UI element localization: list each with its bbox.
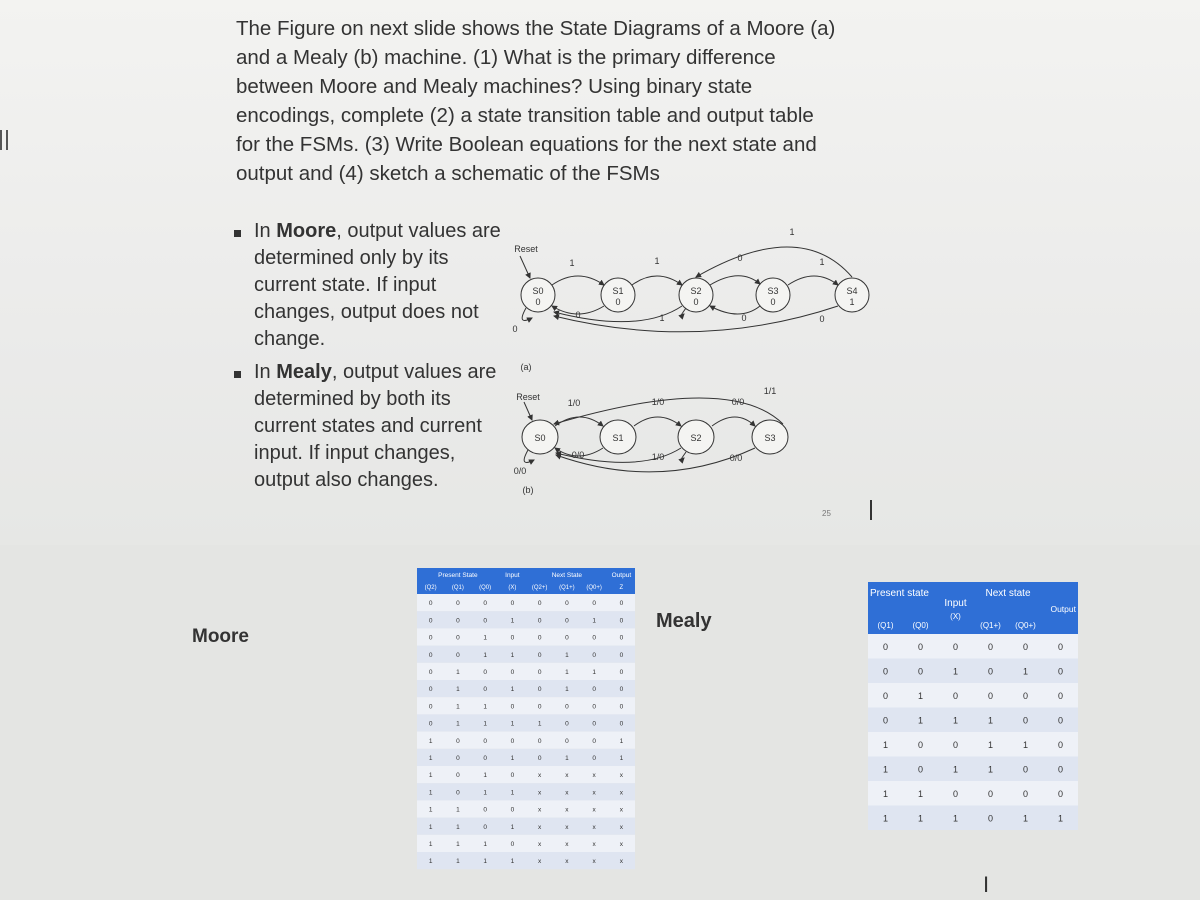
moore-transition-label: 1: [819, 257, 825, 267]
moore-reset-label: Reset: [514, 244, 538, 254]
moore-state-label: S1: [612, 286, 624, 296]
moore-table-cell: 0: [565, 720, 569, 728]
moore-table-cell: 0: [428, 703, 433, 711]
moore-table-cell: 0: [428, 668, 433, 676]
moore-table-cell: 0: [565, 737, 569, 745]
mealy-label: Mealy: [656, 610, 712, 632]
moore-table-cell: 0: [619, 686, 624, 694]
mealy-column-header: (Q0): [912, 621, 929, 630]
mealy-table-cell: 0: [917, 764, 924, 775]
bullet-pre: In: [254, 220, 277, 242]
mealy-table-cell: 0: [882, 690, 889, 701]
mealy-table-cell: 1: [917, 788, 924, 799]
moore-table-cell: 0: [619, 651, 624, 659]
moore-table-cell: 1: [428, 840, 433, 848]
moore-table-row: [417, 852, 635, 869]
moore-transition-label: 1: [654, 256, 660, 266]
moore-table-cell: 1: [619, 737, 624, 745]
moore-table-cell: 1: [510, 651, 515, 659]
mealy-transition-label: 0/0: [513, 466, 527, 476]
question-line: The Figure on next slide shows the State Diagrams of a Moore (a): [236, 17, 836, 40]
moore-transition-label: 0: [741, 313, 747, 323]
moore-table-cell: 1: [510, 789, 515, 797]
moore-state-label: S3: [767, 286, 779, 296]
moore-table-cell: 0: [565, 600, 569, 608]
state-diagrams: [500, 222, 880, 512]
moore-table-cell: 0: [619, 703, 624, 711]
moore-table-cell: x: [538, 858, 542, 866]
moore-table-cell: 0: [483, 823, 487, 831]
moore-table-cell: 0: [619, 600, 624, 608]
moore-table-cell: 0: [619, 617, 624, 625]
mealy-reset-label: Reset: [516, 392, 540, 402]
moore-table-row: [417, 783, 635, 800]
text-cursor-ibeam: I: [983, 872, 990, 897]
moore-transition-label: 0: [575, 310, 581, 320]
moore-table-cell: 0: [428, 600, 433, 608]
mealy-table-cell: 0: [917, 641, 924, 652]
mealy-table-row: [868, 683, 1078, 708]
moore-table-cell: 0: [537, 737, 542, 745]
mealy-column-header: (Q0+): [1015, 621, 1036, 630]
moore-table-cell: 0: [510, 840, 515, 848]
mealy-group-header: Output: [1050, 604, 1076, 614]
moore-table-cell: 0: [483, 617, 487, 625]
mealy-table-cell: 0: [987, 666, 994, 677]
moore-table-cell: 1: [483, 840, 487, 848]
moore-column-header: (Q1+): [559, 585, 575, 591]
moore-table-cell: 1: [483, 634, 487, 642]
moore-column-header: (Q0): [479, 585, 492, 591]
moore-table-row: [417, 800, 635, 817]
moore-table-cell: 0: [510, 703, 515, 711]
moore-table-row: [417, 697, 635, 714]
question-line: for the FSMs. (3) Write Boolean equations for the next state and: [236, 133, 817, 156]
moore-group-header: Input: [505, 572, 520, 579]
mealy-table-cell: 1: [952, 813, 959, 824]
mealy-transition-label: 1/0: [651, 452, 665, 462]
moore-table-cell: x: [538, 840, 542, 848]
moore-table-cell: 0: [456, 600, 460, 608]
moore-table-cell: 0: [510, 600, 515, 608]
moore-table-cell: x: [592, 840, 596, 848]
bullet-moore: [232, 218, 502, 353]
mealy-table-row: [868, 757, 1078, 782]
mealy-table-row: [868, 732, 1078, 757]
moore-table-cell: x: [592, 806, 596, 814]
mealy-group-header: Input: [944, 598, 967, 609]
moore-table-cell: 1: [510, 686, 515, 694]
moore-table-cell: x: [565, 789, 569, 797]
moore-table-row: [417, 732, 635, 749]
mealy-column-header: (Q1): [877, 621, 894, 630]
moore-table-cell: 0: [537, 668, 542, 676]
mealy-group-header: Next state: [985, 588, 1031, 599]
window-edge-marker: [0, 130, 8, 150]
moore-table-cell: 1: [537, 720, 542, 728]
moore-table-cell: 0: [565, 617, 569, 625]
moore-table-cell: 1: [510, 754, 515, 762]
mealy-diagram-tag: (b): [522, 485, 534, 495]
moore-table-cell: 0: [456, 754, 460, 762]
moore-state-output: 0: [535, 297, 541, 307]
moore-table-cell: 0: [510, 668, 515, 676]
mealy-table-row: [868, 634, 1078, 659]
moore-table-cell: 0: [456, 789, 460, 797]
question-line: encodings, complete (2) a state transition table and output table: [236, 104, 814, 127]
mealy-table-cell: 0: [987, 788, 994, 799]
bullet-mealy: [232, 359, 502, 494]
mealy-table-cell: 0: [987, 641, 994, 652]
mealy-column-header: (X): [950, 612, 961, 621]
moore-table-cell: 0: [428, 651, 433, 659]
mealy-table-cell: 1: [882, 764, 889, 775]
moore-table-cell: 0: [592, 754, 596, 762]
moore-table-cell: x: [538, 789, 542, 797]
moore-group-header: Output: [611, 572, 632, 579]
moore-table-cell: x: [619, 806, 623, 814]
moore-transition-label: 0: [512, 324, 518, 334]
moore-table-cell: x: [538, 772, 542, 780]
moore-label: Moore: [192, 626, 249, 647]
moore-group-header: Next State: [551, 572, 583, 579]
mealy-table-cell: 0: [917, 666, 924, 677]
moore-table-cell: 1: [510, 617, 515, 625]
moore-table-cell: 0: [456, 651, 460, 659]
mealy-table-cell: 0: [952, 690, 959, 701]
moore-table-cell: 1: [428, 789, 433, 797]
moore-table-cell: 0: [510, 806, 515, 814]
moore-table-cell: x: [565, 806, 569, 814]
moore-table-cell: 1: [565, 668, 569, 676]
mealy-table-cell: 1: [987, 739, 994, 750]
moore-table-row: [417, 680, 635, 697]
mealy-table-cell: 0: [917, 739, 924, 750]
mealy-transition-label: 0/0: [729, 453, 743, 463]
moore-table-cell: 0: [537, 600, 542, 608]
mealy-state-label: S1: [612, 433, 624, 443]
moore-table-cell: 1: [456, 840, 460, 848]
moore-table-cell: x: [619, 858, 623, 866]
moore-table-cell: 0: [537, 703, 542, 711]
mealy-table-cell: 0: [1022, 690, 1029, 701]
moore-table-cell: 1: [428, 737, 433, 745]
moore-state-output: 0: [693, 297, 699, 307]
moore-table-row: [417, 714, 635, 731]
mealy-table-cell: 0: [1057, 715, 1064, 726]
moore-table-cell: 0: [619, 720, 624, 728]
moore-table-cell: 0: [537, 651, 542, 659]
mealy-transition-label: 1/0: [651, 397, 665, 407]
moore-state-output: 0: [615, 297, 621, 307]
moore-table-cell: 1: [428, 772, 433, 780]
moore-table-cell: 0: [537, 686, 542, 694]
moore-table-cell: 0: [483, 806, 487, 814]
moore-table-cell: x: [592, 789, 596, 797]
moore-table-cell: 0: [483, 754, 487, 762]
moore-state-label: S4: [846, 286, 858, 296]
moore-table-cell: 0: [428, 686, 433, 694]
mealy-transition-label: 1/1: [763, 386, 777, 396]
mealy-table-cell: 0: [882, 666, 889, 677]
moore-transition-label: 1: [789, 227, 795, 237]
mealy-table-row: [868, 781, 1078, 806]
moore-table-cell: 0: [456, 737, 460, 745]
moore-table-row: [417, 766, 635, 783]
moore-table-cell: x: [592, 772, 596, 780]
moore-table-cell: 0: [537, 634, 542, 642]
mealy-table-row: [868, 659, 1078, 684]
moore-table-cell: 0: [592, 686, 596, 694]
question-line: between Moore and Mealy machines? Using binary state: [236, 75, 753, 98]
mealy-table-cell: 1: [1057, 813, 1064, 824]
moore-state-label: S2: [690, 286, 702, 296]
moore-table-cell: 1: [483, 772, 487, 780]
moore-table-cell: 1: [483, 703, 487, 711]
mealy-group-header: Present state: [870, 588, 929, 599]
mealy-state-label: S3: [764, 433, 776, 443]
moore-column-header: (Q2): [424, 585, 437, 591]
mealy-table-cell: 1: [1022, 666, 1029, 677]
moore-table-cell: 0: [428, 634, 433, 642]
moore-table-cell: 0: [592, 651, 596, 659]
mealy-table-cell: 0: [987, 813, 994, 824]
moore-table-cell: x: [619, 840, 623, 848]
mealy-column-header: (Q1+): [980, 621, 1001, 630]
mealy-transition-label: 0/0: [731, 397, 745, 407]
mealy-table-cell: 0: [1057, 788, 1064, 799]
moore-table-cell: 0: [510, 634, 515, 642]
question-line: and a Mealy (b) machine. (1) What is the primary difference: [236, 46, 776, 69]
bullet-list: [232, 218, 502, 500]
moore-column-header: (Q2+): [531, 585, 548, 591]
moore-table-cell: 1: [483, 651, 487, 659]
moore-table-cell: 1: [619, 754, 624, 762]
mealy-table-cell: 1: [1022, 739, 1029, 750]
mealy-table-cell: 1: [1022, 813, 1029, 824]
mealy-table-cell: 1: [952, 666, 959, 677]
bullet-post: , output values are determined by both its current states and current input. If input changes, output also changes.: [254, 361, 497, 491]
mealy-table-cell: 0: [952, 788, 959, 799]
moore-state-table: [417, 568, 635, 882]
moore-table-cell: 1: [592, 617, 596, 625]
moore-table-cell: 0: [428, 720, 433, 728]
mealy-table-cell: 1: [917, 813, 924, 824]
moore-table-cell: x: [565, 772, 569, 780]
mealy-state-label: S2: [690, 433, 702, 443]
question-text: [236, 14, 876, 188]
moore-table-cell: 0: [510, 772, 515, 780]
mealy-table-cell: 0: [1057, 641, 1064, 652]
moore-table-cell: x: [619, 772, 623, 780]
mealy-table-cell: 1: [917, 715, 924, 726]
moore-table-cell: 0: [592, 720, 596, 728]
moore-table-cell: 0: [592, 634, 596, 642]
mealy-table-cell: 0: [882, 641, 889, 652]
mealy-table-cell: 1: [987, 715, 994, 726]
mealy-table-cell: 1: [917, 690, 924, 701]
moore-column-header: Z: [619, 585, 624, 591]
moore-table-row: [417, 646, 635, 663]
moore-table-cell: 1: [483, 858, 487, 866]
moore-table-cell: 0: [510, 737, 515, 745]
mealy-table-cell: 0: [952, 641, 959, 652]
moore-table-cell: 1: [456, 668, 460, 676]
mealy-table-cell: 0: [1057, 739, 1064, 750]
mealy-table-cell: 0: [987, 690, 994, 701]
moore-state-output: 1: [849, 297, 855, 307]
moore-table-cell: 1: [483, 720, 487, 728]
moore-table-cell: x: [538, 806, 542, 814]
moore-table-cell: 1: [456, 806, 460, 814]
mealy-table-row: [868, 806, 1078, 831]
mealy-table-cell: 1: [952, 715, 959, 726]
mealy-table-cell: 0: [1057, 690, 1064, 701]
mealy-table-cell: 0: [1022, 764, 1029, 775]
moore-table-cell: 1: [510, 858, 515, 866]
moore-table-row: [417, 594, 635, 611]
moore-table-cell: 0: [619, 668, 624, 676]
moore-diagram-tag: (a): [520, 362, 532, 372]
moore-table-cell: 0: [428, 617, 433, 625]
moore-table-cell: 0: [592, 703, 596, 711]
moore-table-cell: 1: [456, 686, 460, 694]
moore-table-cell: 0: [592, 600, 596, 608]
moore-table-cell: x: [592, 858, 596, 866]
moore-transition-label: 1: [569, 258, 575, 268]
moore-table-cell: 1: [428, 823, 433, 831]
moore-table-row: [417, 611, 635, 628]
moore-group-header: Present State: [438, 572, 478, 579]
moore-table-cell: x: [592, 823, 596, 831]
question-line: output and (4) sketch a schematic of the FSMs: [236, 162, 660, 185]
moore-table-cell: x: [619, 789, 623, 797]
moore-table-cell: 1: [510, 720, 515, 728]
mealy-table-cell: 1: [882, 739, 889, 750]
text-caret: [870, 500, 872, 520]
mealy-transition-label: 1/0: [567, 398, 581, 408]
moore-table-cell: 0: [483, 686, 487, 694]
mealy-state-label: S0: [534, 433, 546, 443]
moore-column-header: (X): [508, 585, 517, 591]
moore-table-cell: 0: [483, 668, 487, 676]
moore-table-cell: 0: [565, 703, 569, 711]
moore-table-cell: 0: [483, 600, 487, 608]
moore-state-output: 0: [770, 297, 776, 307]
moore-transition-label: 0: [737, 253, 743, 263]
bullet-bold: Moore: [276, 220, 337, 242]
moore-transition-label: 1: [659, 313, 665, 323]
moore-table-cell: 0: [456, 617, 460, 625]
moore-table-cell: 0: [565, 634, 569, 642]
mealy-table-cell: 1: [882, 788, 889, 799]
moore-table-cell: x: [538, 823, 542, 831]
moore-table-cell: 0: [537, 617, 542, 625]
moore-table-cell: 0: [537, 754, 542, 762]
moore-table-cell: 1: [456, 703, 460, 711]
moore-table-cell: 1: [456, 858, 460, 866]
moore-table-row: [417, 835, 635, 852]
moore-table-cell: 0: [456, 634, 460, 642]
moore-table-cell: 1: [456, 720, 460, 728]
bullet-bold: Mealy: [276, 361, 332, 383]
mealy-table-row: [868, 708, 1078, 733]
moore-table-cell: 1: [428, 858, 433, 866]
mealy-table-cell: 1: [882, 813, 889, 824]
moore-table-cell: 1: [510, 823, 515, 831]
mealy-table-cell: 0: [1057, 764, 1064, 775]
mealy-table-cell: 0: [952, 739, 959, 750]
moore-table-cell: 1: [565, 651, 569, 659]
moore-table-row: [417, 663, 635, 680]
moore-table-cell: x: [565, 840, 569, 848]
mealy-transition-label: 0/0: [571, 450, 585, 460]
moore-table-cell: 1: [483, 789, 487, 797]
mealy-table-cell: 0: [1022, 641, 1029, 652]
moore-table-cell: 1: [565, 686, 569, 694]
moore-table-cell: 1: [565, 754, 569, 762]
moore-column-header: (Q1): [451, 585, 464, 591]
moore-table-cell: 1: [456, 823, 460, 831]
mealy-table-cell: 1: [952, 764, 959, 775]
mealy-table-cell: 0: [1057, 666, 1064, 677]
bullet-pre: In: [254, 361, 277, 383]
moore-table-cell: 1: [428, 806, 433, 814]
mealy-table-cell: 0: [1022, 788, 1029, 799]
moore-transition-label: 0: [819, 314, 825, 324]
moore-table-cell: 0: [619, 634, 624, 642]
moore-table-cell: x: [565, 823, 569, 831]
bullet-post: , output values are determined only by its current state. If input changes, output does not change.: [254, 220, 501, 350]
moore-table-cell: 1: [592, 668, 596, 676]
moore-table-row: [417, 749, 635, 766]
moore-table-cell: x: [619, 823, 623, 831]
moore-state-label: S0: [532, 286, 544, 296]
moore-table-row: [417, 628, 635, 645]
moore-table-cell: 1: [428, 754, 433, 762]
mealy-state-table: [868, 582, 1078, 830]
mealy-table-cell: 0: [882, 715, 889, 726]
moore-column-header: (Q0+): [586, 585, 602, 591]
slide-number: 25: [822, 509, 831, 518]
moore-table-cell: 0: [592, 737, 596, 745]
moore-table-cell: x: [565, 858, 569, 866]
moore-table-cell: 0: [456, 772, 460, 780]
mealy-table-cell: 1: [987, 764, 994, 775]
moore-table-row: [417, 818, 635, 835]
mealy-table-cell: 0: [1022, 715, 1029, 726]
moore-table-cell: 0: [483, 737, 487, 745]
